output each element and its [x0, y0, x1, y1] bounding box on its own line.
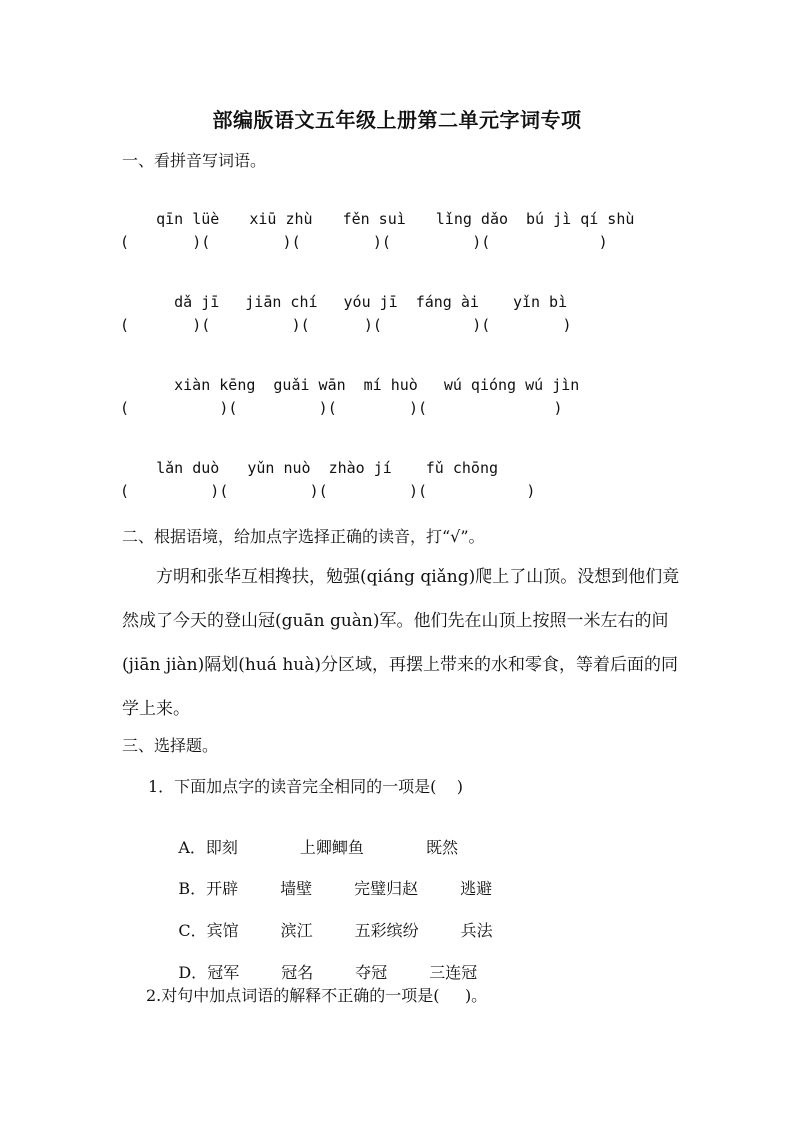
- option-label: B．: [178, 879, 207, 898]
- option-word: 开辟: [206, 879, 239, 898]
- pinyin-word: fáng ài: [415, 293, 479, 311]
- pinyin-word: yǔn nuò: [247, 459, 311, 477]
- pinyin-word: zhào jí: [328, 459, 392, 477]
- pinyin-word: lǎn duò: [156, 459, 220, 477]
- section2-heading: 二、根据语境，给加点字选择正确的读音，打“√”。: [122, 527, 485, 546]
- option-label: C．: [178, 921, 207, 940]
- answer-blanks-row-1[interactable]: ( )( )( )( )( ): [120, 233, 608, 251]
- pinyin-word: lǐng dǎo: [435, 210, 509, 228]
- pinyin-word: yǐn bì: [512, 293, 568, 311]
- option-word: 冠军: [207, 963, 240, 982]
- question-1: 1．下面加点字的读音完全相同的一项是( ): [148, 777, 464, 796]
- pinyin-word: mí huò: [363, 376, 418, 394]
- pinyin-word: fǔ chōng: [425, 459, 499, 477]
- option-word: 三连冠: [429, 963, 478, 982]
- option-word: 滨江: [280, 921, 313, 940]
- pinyin-word: dǎ jī: [174, 293, 220, 311]
- pinyin-word: xiū zhù: [249, 210, 313, 228]
- option-word: 夺冠: [355, 963, 388, 982]
- option-word: 冠名: [281, 963, 314, 982]
- option-word: 上卿鲫鱼: [299, 838, 364, 857]
- page-title: 部编版语文五年级上册第二单元字词专项: [212, 108, 582, 132]
- section1-heading: 一、看拼音写词语。: [122, 151, 267, 170]
- option-word: 既然: [425, 838, 458, 857]
- answer-blanks-row-4[interactable]: ( )( )( )( ): [120, 482, 536, 500]
- pinyin-word: xiàn kēng: [174, 376, 256, 394]
- option-word: 即刻: [205, 838, 238, 857]
- pinyin-word: yóu jī: [343, 293, 398, 311]
- option-word: 兵法: [460, 921, 493, 940]
- option-label: D．: [178, 963, 208, 982]
- option-word: 墙壁: [280, 879, 313, 898]
- answer-blanks-row-2[interactable]: ( )( )( )( )( ): [120, 316, 572, 334]
- pinyin-word: fěn suì: [342, 210, 406, 228]
- answer-blanks-row-3[interactable]: ( )( )( )( ): [120, 399, 563, 417]
- pinyin-word: guǎi wān: [273, 376, 346, 394]
- pinyin-word: qīn lüè: [156, 210, 220, 228]
- question-2: 2.对句中加点词语的解释不正确的一项是( )。: [146, 986, 488, 1005]
- option-word: 宾馆: [206, 921, 239, 940]
- option-label: A．: [178, 838, 206, 857]
- option-word: 完璧归赵: [354, 879, 419, 898]
- option-word: 五彩缤纷: [354, 921, 419, 940]
- pinyin-word: jiān chí: [245, 293, 318, 311]
- pinyin-word: wú qióng wú jìn: [443, 376, 580, 394]
- context-paragraph: [122, 555, 680, 731]
- section3-heading: 三、选择题。: [122, 736, 219, 755]
- paragraph-text: 方明和张华互相搀扶，勉强(qiáng qiǎng)爬上了山顶。没想到他们竟然成了今天的登山冠(guān guàn)军。他们先在山顶上按照一米左右的间(jiān jiàn)隔划(huá huà)分区域，再摆上带来的水和零食，等着后面的同学上来。: [122, 567, 680, 719]
- pinyin-word: bú jì qí shù: [526, 210, 635, 228]
- option-word: 逃避: [460, 879, 493, 898]
